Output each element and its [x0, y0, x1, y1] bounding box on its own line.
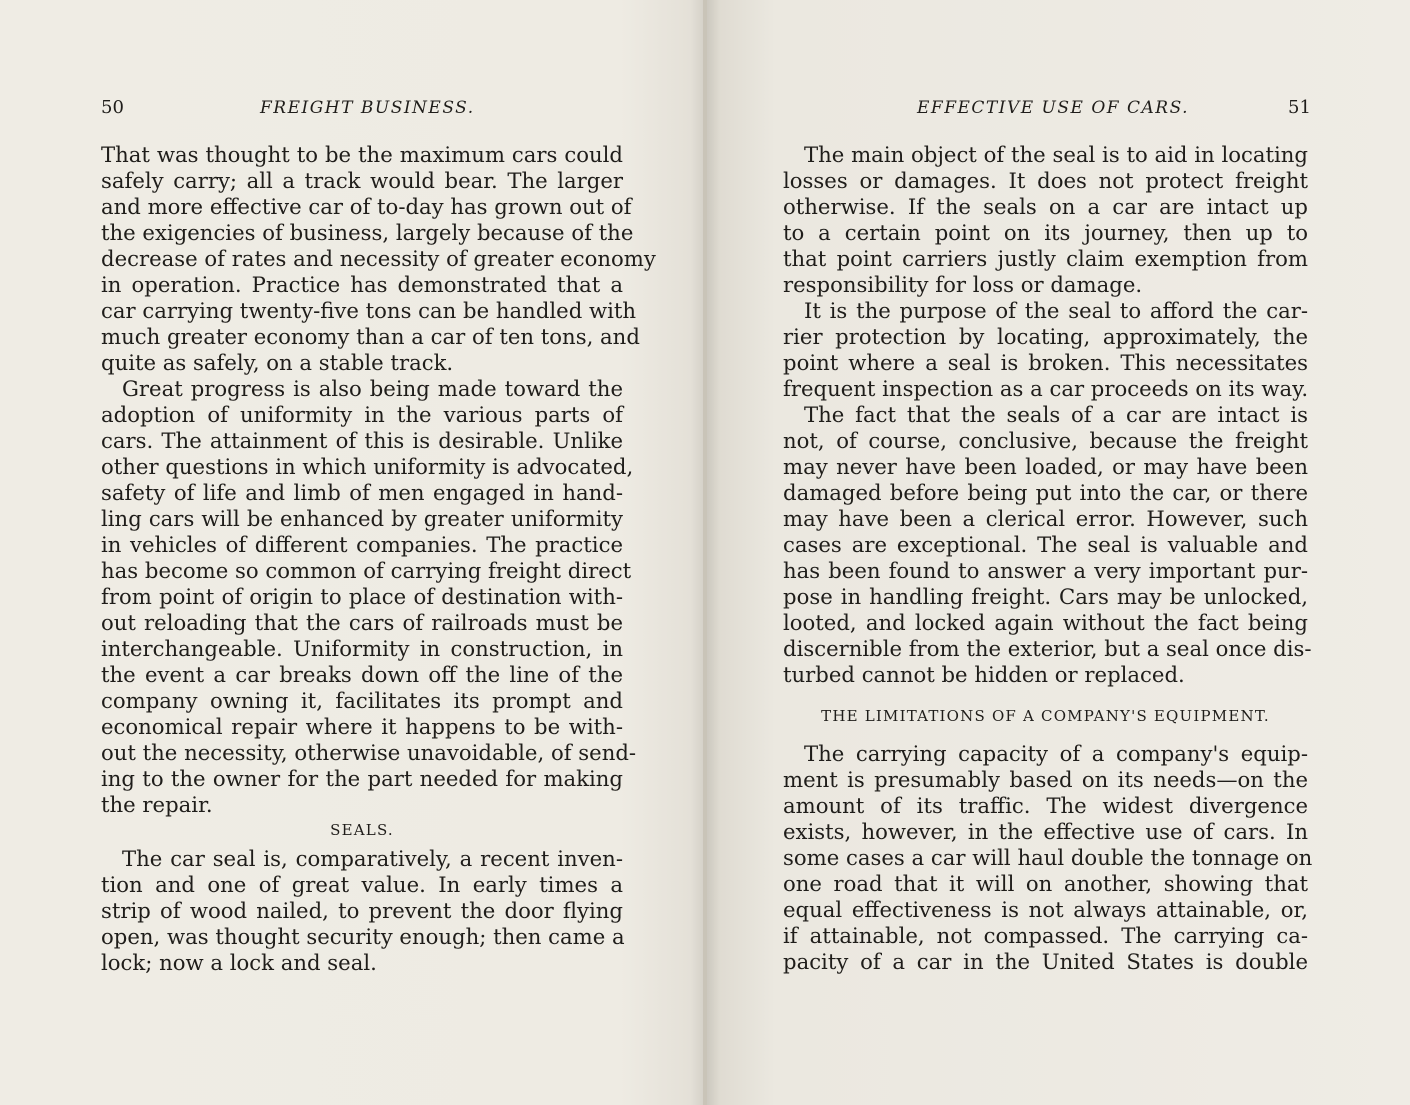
body-line: pacity of a car in the United States is double	[783, 949, 1308, 974]
body-line: not, of course, conclusive, because the freight	[783, 428, 1308, 453]
body-line: ment is presumably based on its needs—on the	[783, 767, 1308, 792]
body-line: decrease of rates and necessity of greater economy	[101, 246, 656, 271]
body-line: pose in handling freight. Cars may be unlocked,	[783, 584, 1308, 609]
body-line: Great progress is also being made toward the	[122, 376, 623, 401]
body-line: damaged before being put into the car, or there	[783, 480, 1308, 505]
body-line: strip of wood nailed, to prevent the door flying	[101, 898, 623, 923]
running-head-left: FREIGHT BUSINESS.	[260, 98, 475, 118]
body-line: losses or damages. It does not protect freight	[783, 168, 1308, 193]
running-head-right: EFFECTIVE USE OF CARS.	[917, 98, 1190, 118]
book-gutter	[703, 0, 707, 1105]
body-line: ing to the owner for the part needed for making	[101, 766, 623, 791]
body-line: tion and one of great value. In early times a	[101, 872, 623, 897]
body-line: if attainable, not compassed. The carrying ca-	[783, 923, 1308, 948]
body-line: car carrying twenty-five tons can be handled with	[101, 298, 637, 323]
body-line: The car seal is, comparatively, a recent inven-	[122, 846, 623, 871]
body-line: ling cars will be enhanced by greater uniformity	[101, 506, 623, 531]
body-line: out the necessity, otherwise unavoidable, of send-	[101, 740, 637, 765]
body-line: open, was thought security enough; then came a	[101, 924, 625, 949]
body-line: discernible from the exterior, but a seal once dis-	[783, 636, 1312, 661]
body-line: safely carry; all a track would bear. The larger	[101, 168, 623, 193]
body-line: adoption of uniformity in the various parts of	[101, 402, 623, 427]
body-line: out reloading that the cars of railroads must be	[101, 610, 623, 635]
section-heading-limitations: THE LIMITATIONS OF A COMPANY'S EQUIPMENT.	[821, 707, 1270, 725]
body-line: interchangeable. Uniformity in construction, in	[101, 636, 623, 661]
body-line: one road that it will on another, showing that	[783, 871, 1308, 896]
body-line: in operation. Practice has demonstrated that a	[101, 272, 623, 297]
section-heading-seals: SEALS.	[330, 821, 394, 839]
page-number-right: 51	[1288, 97, 1311, 118]
page-number-left: 50	[101, 97, 124, 118]
body-line: and more effective car of to-day has grown out of	[101, 194, 632, 219]
body-line: turbed cannot be hidden or replaced.	[783, 662, 1185, 687]
body-line: frequent inspection as a car proceeds on its way.	[783, 376, 1309, 401]
body-line: the exigencies of business, largely because of the	[101, 220, 634, 245]
body-line: company owning it, facilitates its prompt and	[101, 688, 623, 713]
body-line: lock; now a lock and seal.	[101, 950, 377, 975]
body-line: has been found to answer a very important pur-	[783, 558, 1308, 583]
body-line: economical repair where it happens to be with-	[101, 714, 623, 739]
body-line: may have been a clerical error. However, such	[783, 506, 1308, 531]
body-line: equal effectiveness is not always attainable, or,	[783, 897, 1308, 922]
body-line: the repair.	[101, 792, 213, 817]
body-line: quite as safely, on a stable track.	[101, 350, 454, 375]
body-line: other questions in which uniformity is advocated,	[101, 454, 634, 479]
body-line: some cases a car will haul double the tonnage on	[783, 845, 1313, 870]
body-line: responsibility for loss or damage.	[783, 272, 1143, 297]
right-page	[705, 0, 1410, 1105]
body-line: to a certain point on its journey, then up to	[783, 220, 1308, 245]
body-line: It is the purpose of the seal to afford the car-	[804, 298, 1308, 323]
body-line: has become so common of carrying freight direct	[101, 558, 632, 583]
body-line: The carrying capacity of a company's equip-	[804, 741, 1308, 766]
body-line: The main object of the seal is to aid in locating	[804, 142, 1308, 167]
body-line: much greater economy than a car of ten tons, and	[101, 324, 640, 349]
body-line: cases are exceptional. The seal is valuable and	[783, 532, 1308, 557]
body-line: the event a car breaks down off the line of the	[101, 662, 623, 687]
body-line: amount of its traffic. The widest divergence	[783, 793, 1308, 818]
body-line: exists, however, in the effective use of cars. In	[783, 819, 1308, 844]
body-line: cars. The attainment of this is desirable. Unlike	[101, 428, 623, 453]
body-line: That was thought to be the maximum cars could	[101, 142, 623, 167]
body-line: point where a seal is broken. This necessitates	[783, 350, 1308, 375]
body-line: from point of origin to place of destination with-	[101, 584, 623, 609]
body-line: may never have been loaded, or may have been	[783, 454, 1308, 479]
body-line: otherwise. If the seals on a car are intact up	[783, 194, 1308, 219]
body-line: that point carriers justly claim exemption from	[783, 246, 1308, 271]
body-line: The fact that the seals of a car are intact is	[804, 402, 1308, 427]
body-line: in vehicles of different companies. The practice	[101, 532, 623, 557]
body-line: safety of life and limb of men engaged in hand-	[101, 480, 623, 505]
body-line: looted, and locked again without the fact being	[783, 610, 1308, 635]
body-line: rier protection by locating, approximately, the	[783, 324, 1308, 349]
